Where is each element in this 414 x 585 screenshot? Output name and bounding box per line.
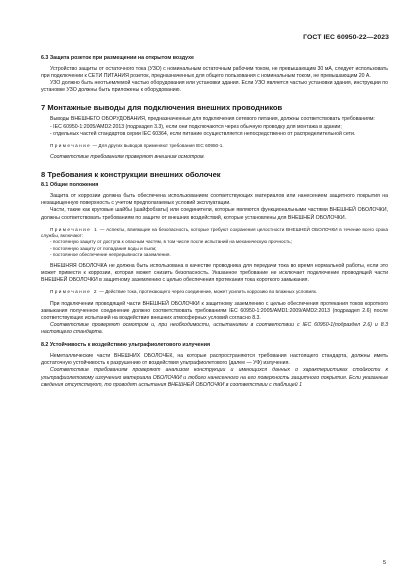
note-1-label: Примечание 1	[50, 226, 99, 232]
note-1-list-item: - постоянную защиту от попадания воды и пыли;	[50, 245, 157, 251]
note-label: Примечание	[50, 142, 92, 148]
section-8-note-2	[41, 289, 388, 295]
note-text: — Для других выводов применяют требования IEC 60950-1.	[91, 142, 224, 148]
section-8-1-heading: 8.1 Общие положения	[41, 182, 99, 189]
section-8-1-paragraph-1: Защита от коррозии должна быть обеспечена использованием соответствующих материалов или нанесением защитного покрытия на незащищенную поверхность с учетом предполагаемых условий эксплуатации.	[41, 193, 388, 207]
section-6-3-paragraph-2: УЗО должно быть неотъемлемой частью оборудования или установки здания. Если УЗО является частью установки здания, инструкции по установке УЗО должны быть приложены к оборудованию.	[41, 80, 388, 94]
standard-header: ГОСТ IEC 60950-22—2023	[303, 34, 389, 41]
page-number: 5	[382, 560, 386, 566]
section-8-2-compliance: Соответствие требованиям проверяют анализом конструкции и имеющихся данных о характеристиках стойкости к ультрафиолетовому излучению материала ОБОЛОЧКИ и любого нанесенного на его поверхность защитного покрытия. Если указанные сведения отсутствуют, то проводят испытания ВНЕШНЕЙ ОБОЛОЧКИ в соответствии с таблицей 1	[41, 367, 388, 388]
section-7-list-item-2: - отдельных частей стандартов серии IEC 60364, если питание осуществляется непосредственно от распределительной сети.	[50, 130, 356, 137]
section-7-heading: 7 Монтажные выводы для подключения внешних проводников	[41, 103, 283, 113]
note-1-list-item: - постоянное обеспечение непрерывности заземления.	[50, 251, 171, 257]
section-8-2-paragraph-1: Неметаллические части ВНЕШНИХ ОБОЛОЧЕК, на которые распространяются требования настоящего стандарта, должны иметь достаточную устойчивость к разрушению от воздействия ультрафиолетового (далее — УФ) излучения.	[41, 353, 388, 367]
section-8-note-1	[41, 227, 388, 240]
note-2-text: — Действие тока, протекающего через соединение, может усилить коррозию во влажных условиях.	[97, 289, 318, 295]
section-7-compliance: Соответствие требованиям проверяют внешним осмотром.	[50, 154, 205, 161]
section-8-2-heading: 8.2 Устойчивость к воздействию ультрафиолетового излучения	[41, 342, 211, 349]
section-6-3-paragraph-1: Устройство защиты от остаточного тока (УЗО) с номинальным остаточным рабочим током, не превышающим 30 мА, следует использовать при подключении к СЕТИ ПИТАНИЯ розеток, предназначенных для общего пользования с номинальным током, не превышающим 20 А.	[41, 66, 388, 80]
section-8-heading: 8 Требования к конструкции внешних оболочек	[41, 170, 221, 180]
note-2-label: Примечание 2	[50, 289, 98, 295]
section-6-3-heading: 6.3 Защита розеток при размещении на открытом воздухе	[41, 55, 194, 61]
section-8-1-compliance: Соответствие проверяют осмотром и, при необходимости, испытаниями в соответствии с IEC 60950-1(подраздел 2.6) и 8.3 настоящего стандарта.	[41, 321, 388, 336]
note-1-text: — Аспекты, влияющие на безопасность, которые требуют сохранения целостности ВНЕШНЕЙ ОБОЛОЧКИ в течение всего срока службы, включают:	[41, 226, 388, 238]
section-7-note	[41, 143, 388, 149]
section-7-paragraph-1: Выводы ВНЕШНЕГО ОБОРУДОВАНИЯ, предназначенные для подключения сетевого питания, должны соответствовать требованиям:	[50, 116, 375, 123]
section-7-list-item-1: - IEC 60950-1:2005/AMD2:2013 (подраздел 3.3), если они подключаются через обычную проводку для монтажа в здании;	[50, 123, 342, 130]
page-content	[41, 55, 388, 389]
section-8-1-paragraph-2: Части, такие как круговые шайбы (шайфобзаты) или соединители, которые являются функциональными частями ВНЕШНЕЙ ОБОЛОЧКИ, должны соответствовать требованиям по защите от внешних воздействий, которые установлены для ВНЕШНЕЙ ОБОЛОЧКИ.	[41, 207, 388, 221]
note-1-list-item: - постоянную защиту от доступа к опасным частям, в том числе после испытаний на механическую прочность;	[50, 239, 292, 245]
section-8-1-paragraph-3: ВНЕШНЯЯ ОБОЛОЧКА не должна быть использована в качестве проводника для передачи тока во время нормальной работы, если это может привести к коррозии, которая может снизить безопасность. Указанное требование не исключает подключение проводящей части ВНЕШНЕЙ ОБОЛОЧКИ в защитному заземлению с целью обеспечения протекания тока короткого замыкания.	[41, 263, 388, 284]
section-8-1-paragraph-4: При подключении проводящей части ВНЕШНЕЙ ОБОЛОЧКИ к защитному заземлению с целью обеспечения протекания токов короткого замыкания полученное соединение должно соответствовать требованиям IEC 60950-1:2005/AMD1:2009/AMD2:2013 (подраздел 2.6) после соответствующих испытаний на воздействие внешних атмосферных условий согласно 8.3.	[41, 300, 388, 321]
